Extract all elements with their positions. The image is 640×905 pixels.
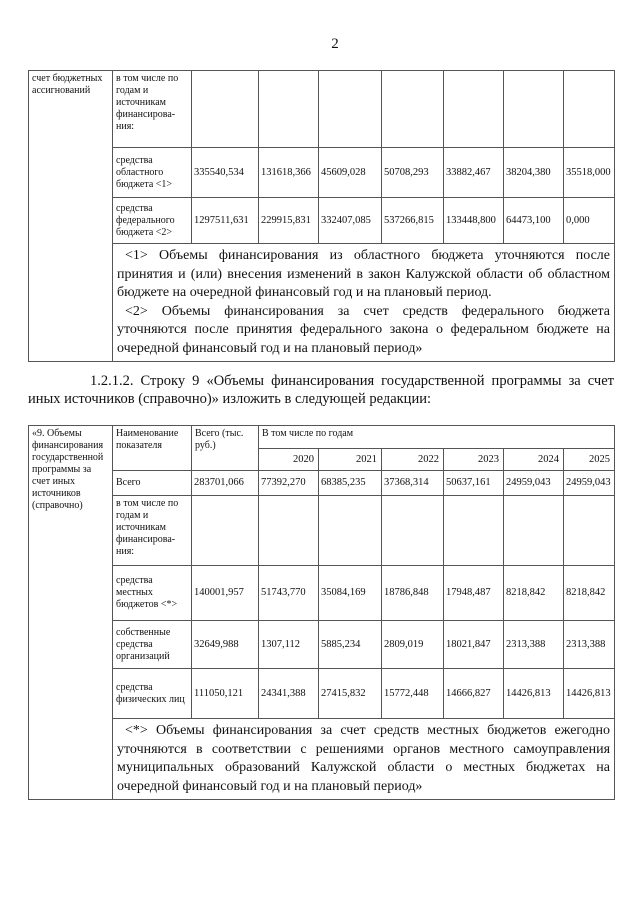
row-label: Всего: [113, 471, 192, 496]
value-cell: 5885,234: [319, 621, 382, 669]
value-cell: [319, 496, 382, 566]
row-label: средства физических лиц: [113, 669, 192, 719]
value-cell: 24959,043: [564, 471, 615, 496]
value-cell: 27415,832: [319, 669, 382, 719]
footnote-cell: <*> Объемы финансирования за счет средств местных бюджетов ежегодно уточняются в соответствии с решениями органов местного самоуправления муниципальных образований Калужской области о местных бюджетах на очередной финансовый год и на плановый период»: [113, 719, 615, 800]
value-cell: 37368,314: [382, 471, 444, 496]
header-total: Всего (тыс. руб.): [192, 426, 259, 471]
value-cell: 77392,270: [259, 471, 319, 496]
value-cell: 111050,121: [192, 669, 259, 719]
value-cell: 24959,043: [504, 471, 564, 496]
value-cell: [259, 496, 319, 566]
year-header: 2022: [382, 449, 444, 471]
value-cell: 35518,000: [564, 148, 615, 198]
table-row: [29, 669, 615, 719]
footnote-cell: [113, 244, 615, 362]
value-cell: [319, 71, 382, 148]
value-cell: 50637,161: [444, 471, 504, 496]
table-row: [29, 621, 615, 669]
value-cell: 537266,815: [382, 198, 444, 244]
value-cell: 229915,831: [259, 198, 319, 244]
value-cell: 18786,848: [382, 566, 444, 621]
table-row: [29, 71, 615, 148]
value-cell: 133448,800: [444, 198, 504, 244]
year-header: 2020: [259, 449, 319, 471]
amendment-paragraph: 1.2.1.2. Строку 9 «Объемы финансирования государственной программы за счет иных источников (справочно)» изложить в следующей редакции:: [28, 373, 614, 407]
funding-table-budget: [28, 70, 615, 362]
value-cell: 35084,169: [319, 566, 382, 621]
value-cell: 283701,066: [192, 471, 259, 496]
value-cell: 14426,813: [564, 669, 615, 719]
value-cell: [382, 71, 444, 148]
value-cell: [564, 71, 615, 148]
funding-table-other-sources: [28, 425, 615, 800]
value-cell: 2313,388: [564, 621, 615, 669]
value-cell: 1307,112: [259, 621, 319, 669]
footnote-row: [29, 244, 615, 362]
row-group-label: «9. Объемы финансирования государственной программы за счет иных источников (справочно): [29, 426, 113, 800]
value-cell: 45609,028: [319, 148, 382, 198]
value-cell: 8218,842: [564, 566, 615, 621]
year-header: 2021: [319, 449, 382, 471]
value-cell: 17948,487: [444, 566, 504, 621]
value-cell: 131618,366: [259, 148, 319, 198]
row-group-label: счет бюджетных ассигнований: [29, 71, 113, 362]
table-row: [29, 566, 615, 621]
value-cell: 64473,100: [504, 198, 564, 244]
header-row: [29, 426, 615, 449]
value-cell: 0,000: [564, 198, 615, 244]
value-cell: 332407,085: [319, 198, 382, 244]
footnote-1: <1> Объемы финансирования из областного бюджета уточняются после принятия и (или) внесения изменений в закон Калужской области об областном бюджете на очередной финансовый год и на плановый период.: [117, 248, 610, 300]
footnote-row: [29, 719, 615, 800]
header-years: В том числе по годам: [259, 426, 615, 449]
year-header: 2024: [504, 449, 564, 471]
row-label: в том числе по годам и источникам финансирова-ния:: [113, 496, 192, 566]
value-cell: [504, 71, 564, 148]
year-header: 2025: [564, 449, 615, 471]
row-label: средства федерального бюджета <2>: [113, 198, 192, 244]
value-cell: 24341,388: [259, 669, 319, 719]
value-cell: 51743,770: [259, 566, 319, 621]
row-label: в том числе по годам и источникам финансирова-ния:: [113, 71, 192, 148]
value-cell: [382, 496, 444, 566]
value-cell: 140001,957: [192, 566, 259, 621]
value-cell: 38204,380: [504, 148, 564, 198]
value-cell: [444, 496, 504, 566]
table-row: [29, 471, 615, 496]
header-name: Наименование показателя: [113, 426, 192, 471]
value-cell: [504, 496, 564, 566]
value-cell: 14426,813: [504, 669, 564, 719]
value-cell: 18021,847: [444, 621, 504, 669]
value-cell: 335540,534: [192, 148, 259, 198]
year-header: 2023: [444, 449, 504, 471]
page-number: 2: [331, 36, 339, 52]
footnote-2: <2> Объемы финансирования за счет средств федерального бюджета уточняются после принятия федерального закона о федеральном бюджете на очередной финансовый год и на плановый период»: [117, 303, 610, 356]
value-cell: 50708,293: [382, 148, 444, 198]
value-cell: 2313,388: [504, 621, 564, 669]
value-cell: 2809,019: [382, 621, 444, 669]
value-cell: [564, 496, 615, 566]
value-cell: 8218,842: [504, 566, 564, 621]
value-cell: 33882,467: [444, 148, 504, 198]
value-cell: 32649,988: [192, 621, 259, 669]
value-cell: [192, 71, 259, 148]
table-row: [29, 148, 615, 198]
value-cell: [192, 496, 259, 566]
value-cell: 68385,235: [319, 471, 382, 496]
row-label: средства местных бюджетов <*>: [113, 566, 192, 621]
row-label: собственные средства организаций: [113, 621, 192, 669]
value-cell: 1297511,631: [192, 198, 259, 244]
table-row: [29, 496, 615, 566]
value-cell: 14666,827: [444, 669, 504, 719]
value-cell: [444, 71, 504, 148]
table-row: [29, 198, 615, 244]
row-label: средства областного бюджета <1>: [113, 148, 192, 198]
value-cell: 15772,448: [382, 669, 444, 719]
value-cell: [259, 71, 319, 148]
